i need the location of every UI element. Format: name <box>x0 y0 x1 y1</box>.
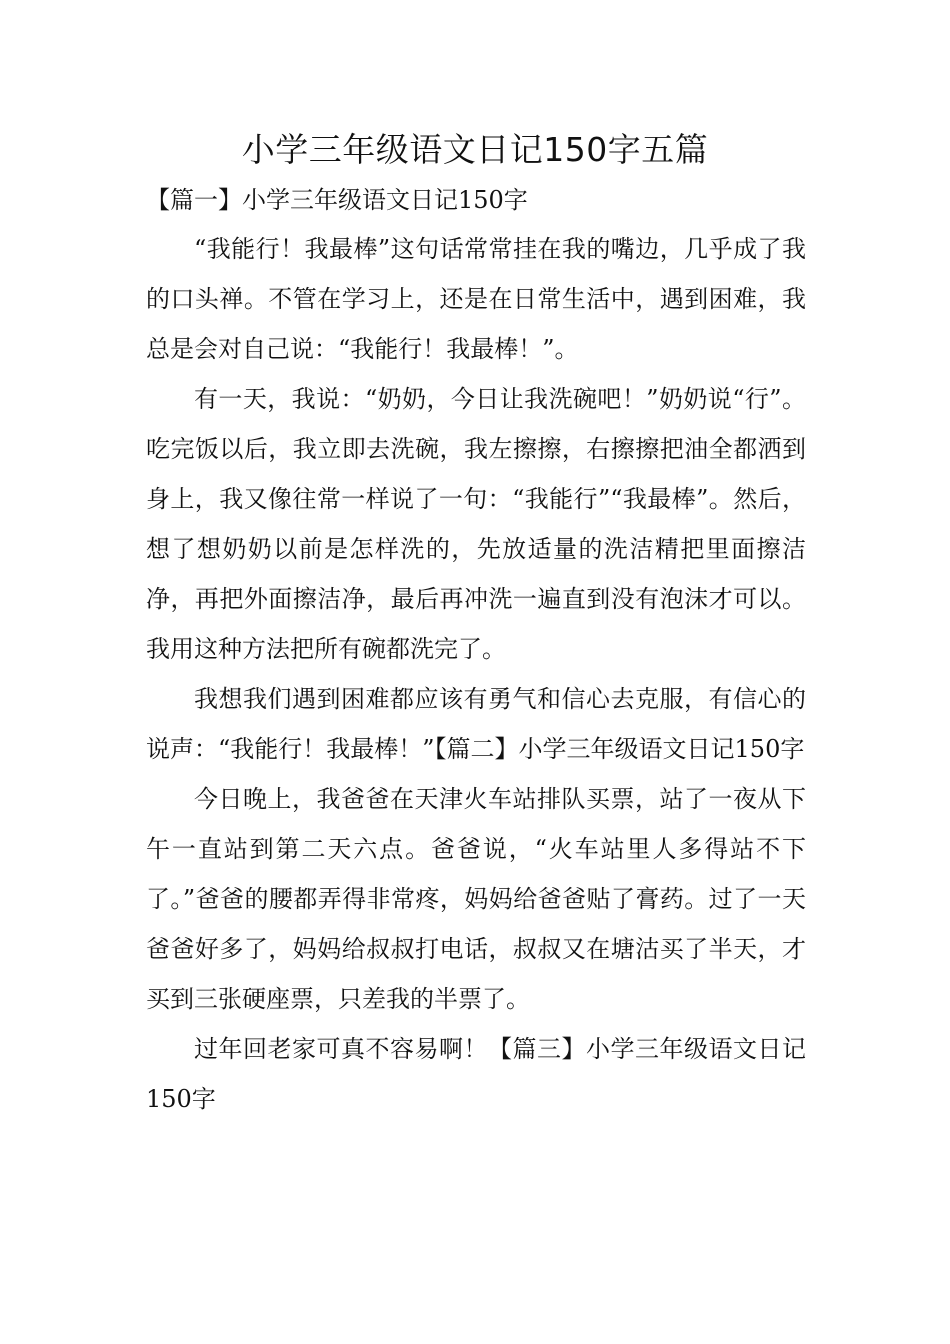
paragraph-5: 过年回老家可真不容易啊！【篇三】小学三年级语文日记150字 <box>146 1035 806 1113</box>
document-body <box>146 180 806 1124</box>
paragraph-2: 有一天，我说：“奶奶，今日让我洗碗吧！”奶奶说“行”。吃完饭以后，我立即去洗碗，我左擦擦，右擦擦把油全都洒到身上，我又像往常一样说了一句：“我能行”“我最棒”。然后，想了想奶奶以前是怎样洗的，先放适量的洗洁精把里面擦洁净，再把外面擦洁净，最后再冲洗一遍直到没有泡沫才可以。我用这种方法把所有碗都洗完了。 <box>146 385 806 663</box>
paragraph-1: “我能行！我最棒”这句话常常挂在我的嘴边，几乎成了我的口头禅。不管在学习上，还是在日常生活中，遇到困难，我总是会对自己说：“我能行！我最棒！”。 <box>146 235 806 363</box>
section-heading-1: 【篇一】小学三年级语文日记150字 <box>146 186 528 214</box>
document-title: 小学三年级语文日记150字五篇 <box>241 130 709 169</box>
paragraph-4: 今日晚上，我爸爸在天津火车站排队买票，站了一夜从下午一直站到第二天六点。爸爸说，“火车站里人多得站不下了。”爸爸的腰都弄得非常疼，妈妈给爸爸贴了膏药。过了一天爸爸好多了，妈妈给叔叔打电话，叔叔又在塘沽买了半天，才买到三张硬座票，只差我的半票了。 <box>146 785 806 1013</box>
paragraph-3: 我想我们遇到困难都应该有勇气和信心去克服，有信心的说声：“我能行！我最棒！”【篇二】小学三年级语文日记150字 <box>146 685 806 763</box>
